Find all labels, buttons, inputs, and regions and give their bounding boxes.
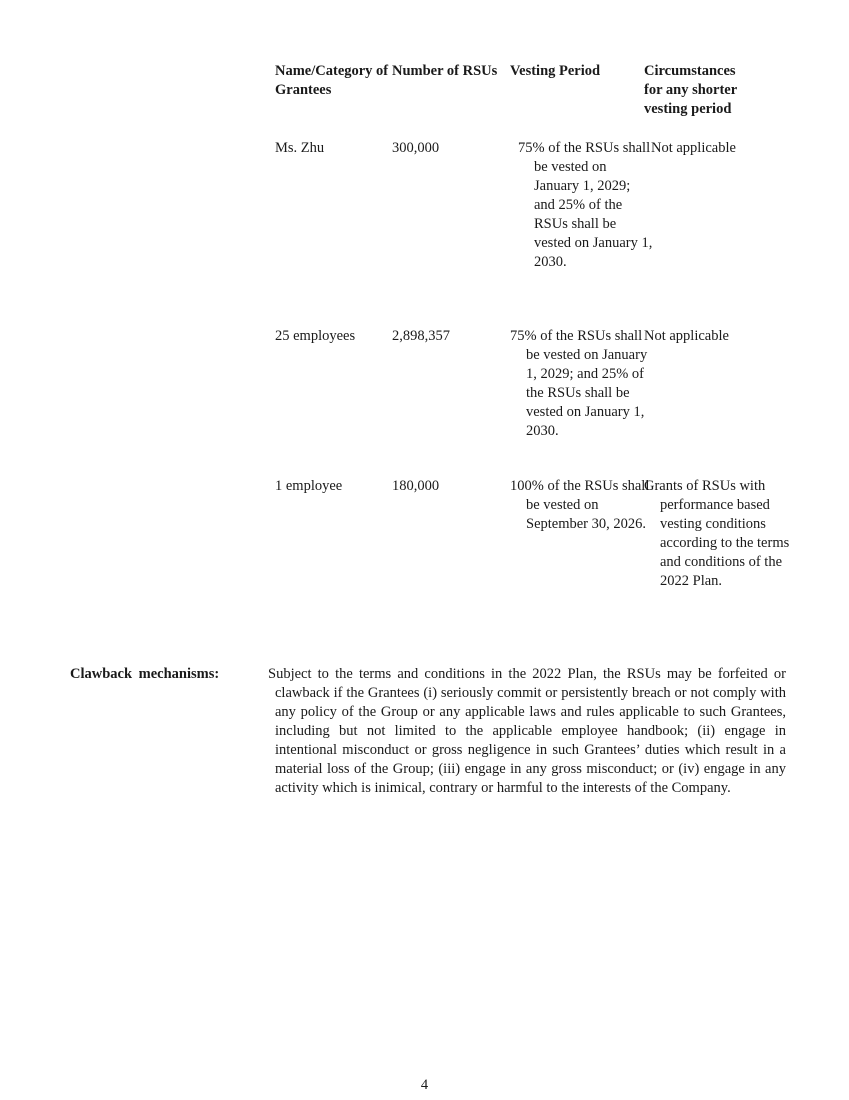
- row2-name: 25 employees: [275, 328, 356, 344]
- clawback-label: Clawback mechanisms:: [70, 666, 220, 682]
- page-number: 4: [420, 1077, 429, 1093]
- header-number-of-rsus: Number of RSUs: [392, 63, 498, 79]
- row2-circumstances: Not applicable: [644, 328, 729, 344]
- row2-vesting: 75% of the RSUs shall be vested on January 1, 2029; and 25% of the RSUs shall be vested on January 1, 2030.: [510, 328, 648, 439]
- row1-circumstances: Not applicable: [651, 140, 736, 156]
- header-name-category: Name/Category of Grantees: [275, 63, 389, 98]
- clawback-text: Subject to the terms and conditions in the 2022 Plan, the RSUs may be forfeited or clawback if the Grantees (i) seriously commit or persistently breach or not comply with any policy of the Group or any applicable laws and rules applicable to such Grantees, including but not limited to the applicable employee handbook; (ii) engage in intentional misconduct or gross negligence in such Grantees’ duties which result in a material loss of the Group; (iii) engage in any gross misconduct; or (iv) engage in any activity which is inimical, contrary or harmful to the interests of the Company.: [268, 666, 786, 796]
- row1-rsus: 300,000: [392, 140, 440, 156]
- row3-circumstances: Grants of RSUs with performance based vesting conditions according to the terms and conditions of the 2022 Plan.: [644, 478, 790, 589]
- row1-name: Ms. Zhu: [275, 140, 325, 156]
- row3-vesting: 100% of the RSUs shall be vested on September 30, 2026.: [510, 478, 650, 532]
- row2-rsus: 2,898,357: [392, 328, 450, 344]
- row3-name: 1 employee: [275, 478, 343, 494]
- header-vesting-period: Vesting Period: [510, 63, 601, 79]
- row1-vesting: 75% of the RSUs shall be vested on January 1, 2029; and 25% of the RSUs shall be vested on January 1, 2030.: [518, 140, 653, 270]
- row3-rsus: 180,000: [392, 478, 440, 494]
- header-circumstances: Circumstances for any shorter vesting period: [644, 63, 737, 117]
